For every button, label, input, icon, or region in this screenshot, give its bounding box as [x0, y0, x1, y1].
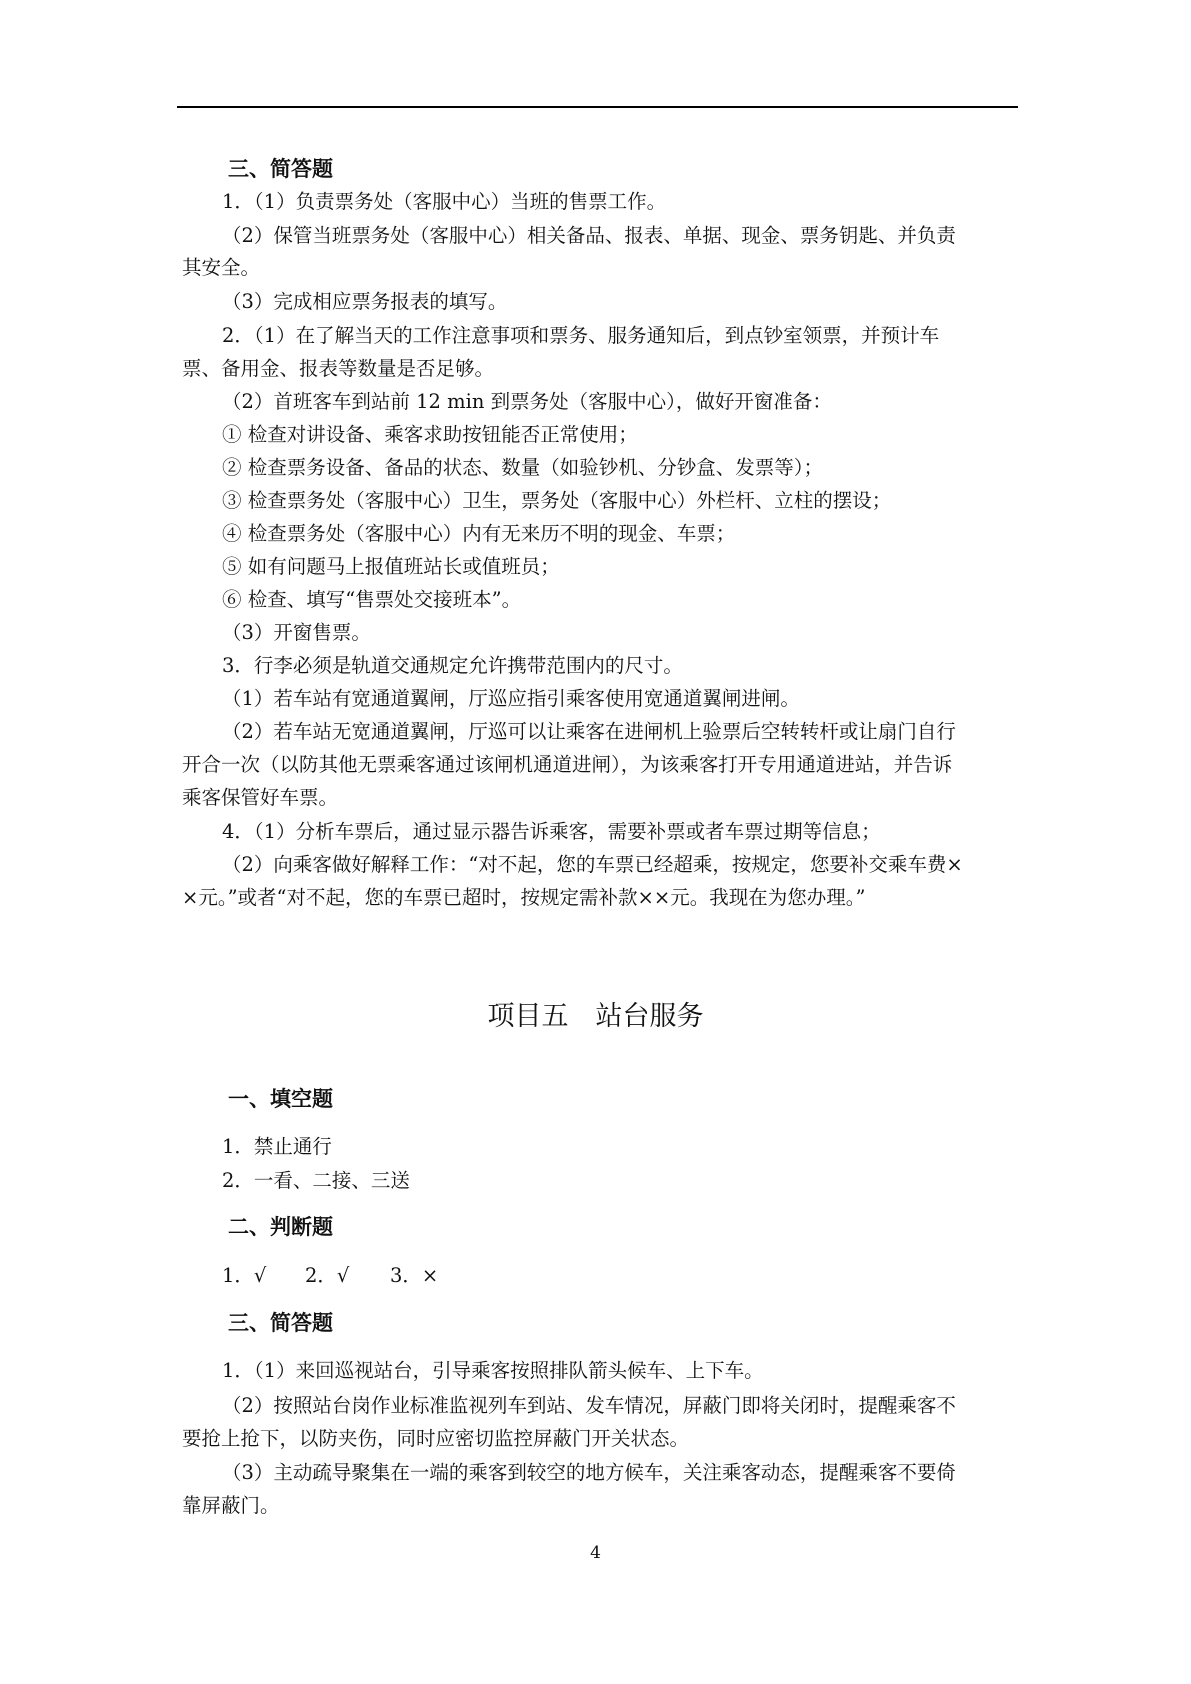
answer-line: （2）按照站台岗作业标准监视列车到站、发车情况，屏蔽门即将关闭时，提醒乘客不	[222, 1394, 956, 1417]
page-number: 4	[590, 1543, 601, 1563]
answer-line: 2．（1）在了解当天的工作注意事项和票务、服务通知后，到点钞室领票，并预计车	[222, 324, 940, 347]
answer-line: 开合一次（以防其他无票乘客通过该闸机通道进闸），为该乘客打开专用通道进站，并告诉	[182, 753, 953, 776]
section-heading-short-answer: 三、简答题	[228, 1311, 333, 1335]
checklist-item: ⑥ 检查、填写“售票处交接班本”。	[222, 588, 522, 611]
answer-line: （3）完成相应票务报表的填写。	[222, 290, 508, 313]
answer-line: （3）开窗售票。	[222, 621, 371, 644]
answer-line: （2）若车站无宽通道翼闸，厅巡可以让乘客在进闸机上验票后空转转杆或让扇门自行	[222, 720, 956, 743]
checklist-item: ① 检查对讲设备、乘客求助按钮能否正常使用；	[222, 423, 638, 446]
section-heading-fill-blank: 一、填空题	[228, 1087, 333, 1111]
answer-line: （3）主动疏导聚集在一端的乘客到较空的地方候车，关注乘客动态，提醒乘客不要倚	[222, 1461, 956, 1484]
project-title: 项目五 站台服务	[487, 1001, 704, 1032]
answer-line: 其安全。	[182, 256, 261, 279]
answer-line: （2）向乘客做好解释工作：“对不起，您的车票已经超乘，按规定，您要补交乘车费×	[222, 853, 963, 876]
answer-line: ×元。”或者“对不起，您的车票已超时，按规定需补款××元。我现在为您办理。”	[182, 886, 866, 909]
section-heading-short-answer: 三、简答题	[228, 157, 333, 181]
section-heading-true-false: 二、判断题	[228, 1215, 333, 1239]
answer-line: （1）若车站有宽通道翼闸，厅巡应指引乘客使用宽通道翼闸进闸。	[222, 687, 800, 710]
answer-line: 4．（1）分析车票后，通过显示器告诉乘客，需要补票或者车票过期等信息；	[222, 820, 881, 843]
answer-line: （2）首班客车到站前 12 min 到票务处（客服中心），做好开窗准备：	[222, 390, 832, 413]
checklist-item: ③ 检查票务处（客服中心）卫生，票务处（客服中心）外栏杆、立柱的摆设；	[222, 489, 892, 512]
answer-line: 票、备用金、报表等数量是否足够。	[182, 357, 495, 380]
answer-line: 1．禁止通行	[222, 1135, 332, 1158]
answer-line: 1．（1）来回巡视站台，引导乘客按照排队箭头候车、上下车。	[222, 1359, 764, 1382]
answer-line: 1．（1）负责票务处（客服中心）当班的售票工作。	[222, 190, 667, 213]
checklist-item: ② 检查票务设备、备品的状态、数量（如验钞机、分钞盒、发票等）；	[222, 456, 823, 479]
answer-line: 2．一看、二接、三送	[222, 1169, 410, 1192]
answer-line: 靠屏蔽门。	[182, 1494, 280, 1517]
answer-line: （2）保管当班票务处（客服中心）相关备品、报表、单据、现金、票务钥匙、并负责	[222, 224, 956, 247]
header-rule	[177, 106, 1018, 108]
true-false-answer: 2．√	[305, 1264, 350, 1287]
checklist-item: ④ 检查票务处（客服中心）内有无来历不明的现金、车票；	[222, 522, 736, 545]
answer-line: 要抢上抢下，以防夹伤，同时应密切监控屏蔽门开关状态。	[182, 1427, 690, 1450]
answer-line: 3．行李必须是轨道交通规定允许携带范围内的尺寸。	[222, 654, 683, 677]
true-false-answer: 3．×	[390, 1264, 439, 1287]
answer-line: 乘客保管好车票。	[182, 786, 339, 809]
checklist-item: ⑤ 如有问题马上报值班站长或值班员；	[222, 555, 560, 578]
true-false-answer: 1．√	[222, 1264, 267, 1287]
